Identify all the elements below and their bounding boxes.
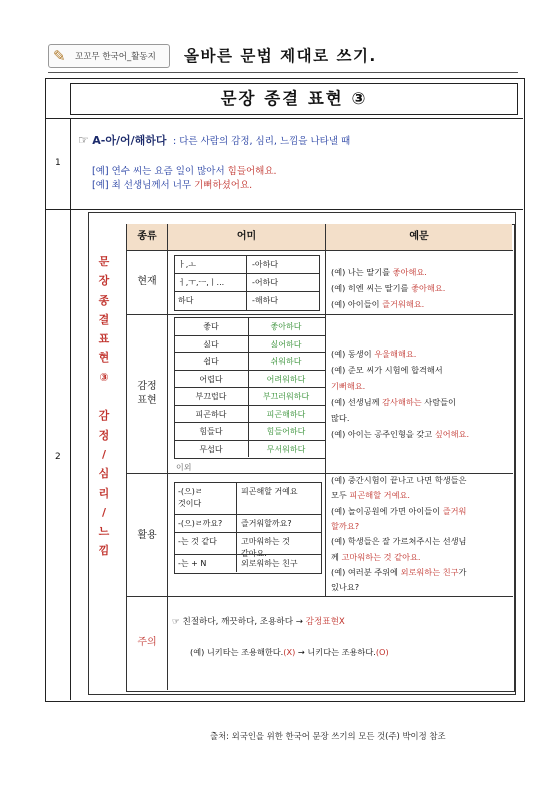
example-highlight: 힘들어해요. bbox=[227, 166, 277, 177]
vertical-label-char: 문 bbox=[98, 255, 110, 268]
vertical-label-char: 감 bbox=[98, 409, 110, 423]
usage-example bbox=[241, 518, 292, 530]
example-highlight: 할까요? bbox=[331, 520, 360, 531]
arrow-icon: → bbox=[295, 647, 308, 657]
caution-text: 니키다는 조용하다. bbox=[307, 647, 376, 657]
grid-line bbox=[174, 514, 322, 515]
grid-line bbox=[174, 532, 322, 533]
arrow-icon: → bbox=[295, 617, 303, 627]
usage-form bbox=[178, 486, 203, 510]
example-sentence bbox=[331, 565, 466, 579]
example-highlight: 싶어해요. bbox=[434, 429, 470, 439]
vertical-label-char: 표 bbox=[98, 332, 110, 346]
usage-form-text: -는 + N bbox=[178, 559, 207, 568]
example-highlight: 좋아해요. bbox=[411, 283, 446, 293]
vertical-label-char bbox=[95, 387, 113, 406]
example-text: 많다. bbox=[331, 413, 350, 423]
example-text: (예) 선생님께 bbox=[331, 397, 383, 407]
example-sentence bbox=[92, 163, 277, 177]
example-text: (예) 나는 딸기를 bbox=[331, 267, 393, 277]
usage-example-text: 고마워하는 것 bbox=[241, 537, 290, 546]
example-highlight: 좋아해요. bbox=[392, 267, 427, 277]
example-highlight: 피곤해할 거예요. bbox=[349, 490, 410, 501]
usage-example-text: 외로워하는 친구 bbox=[241, 559, 298, 568]
column-divider bbox=[70, 118, 71, 700]
example-text: (예) 여러분 주위에 bbox=[331, 566, 401, 577]
grammar-heading bbox=[78, 132, 350, 148]
usage-example-text: 같아요. bbox=[241, 549, 267, 558]
example-sentence bbox=[331, 281, 445, 295]
adjective: 힘들다 bbox=[199, 427, 223, 436]
usage-example-text: 즐거워할까요? bbox=[241, 519, 292, 528]
caution-text: (예) 니키타는 조용해한다. bbox=[190, 647, 284, 657]
vertical-label-char: 장 bbox=[98, 274, 110, 288]
usage-form-text: -는 것 같다 bbox=[178, 537, 217, 546]
pointing-hand-icon: ☞ bbox=[78, 133, 89, 147]
vertical-label-char: 낌 bbox=[98, 544, 110, 558]
example-text: (예) 동생이 bbox=[331, 349, 375, 359]
grid-line bbox=[174, 440, 326, 441]
category-usage: 활용 bbox=[137, 530, 157, 541]
logo-badge bbox=[48, 44, 170, 68]
usage-form-text: -(으)ㄹ bbox=[178, 487, 203, 496]
right-mark: (O) bbox=[375, 647, 389, 657]
example-text: (예) 학생들은 잘 가르쳐주시는 선생님 bbox=[331, 536, 467, 547]
emotion-verb: 어려워하다 bbox=[266, 374, 306, 384]
caution-line bbox=[172, 615, 345, 627]
emotion-verb: 부끄러워하다 bbox=[262, 392, 310, 401]
grid-line bbox=[246, 255, 247, 311]
emotion-verb: 힘들어하다 bbox=[266, 427, 306, 436]
example-text: 모두 bbox=[331, 490, 350, 501]
vertical-label-char: 느 bbox=[98, 525, 110, 539]
vertical-section-label bbox=[95, 252, 113, 561]
vertical-label-char: 정 bbox=[98, 428, 110, 442]
example-sentence bbox=[331, 379, 365, 393]
grid-line bbox=[174, 370, 326, 371]
category-caution: 주의 bbox=[137, 637, 157, 648]
example-sentence bbox=[331, 347, 416, 361]
adjective: 싫다 bbox=[203, 339, 219, 349]
caution-highlight: 감정표현X bbox=[302, 617, 345, 627]
grid-line bbox=[174, 273, 320, 274]
example-text: [예] 최 선생님께서 너무 bbox=[92, 180, 195, 191]
adjective: 쉽다 bbox=[203, 357, 219, 366]
example-sentence bbox=[331, 363, 443, 377]
example-sentence bbox=[331, 411, 349, 425]
example-sentence bbox=[331, 395, 456, 409]
category-emotion bbox=[127, 380, 167, 408]
example-text: 께 bbox=[331, 551, 342, 562]
grammar-description: : 다른 사람의 감정, 심리, 느낌을 나타낼 때 bbox=[173, 136, 351, 147]
usage-example bbox=[241, 558, 298, 570]
usage-form-text: -(으)ㄹ까요? bbox=[178, 519, 223, 528]
example-text: (예) 놀이공원에 가면 아이들이 bbox=[331, 505, 443, 516]
adjective: 부끄럽다 bbox=[195, 392, 227, 401]
vertical-label-char: / bbox=[101, 447, 107, 461]
emotion-verb: 싫어하다 bbox=[270, 339, 302, 349]
usage-example bbox=[241, 536, 290, 560]
vowel-stem: ㅓ,ㅜ,ㅡ,ㅣ... bbox=[178, 278, 225, 287]
vowel-stem: ㅏ,ㅗ bbox=[178, 260, 196, 269]
example-text: (예) 히엔 씨는 딸기를 bbox=[331, 283, 412, 293]
usage-form bbox=[178, 558, 206, 570]
category-label: 감정 bbox=[137, 381, 157, 392]
example-highlight: 즐거워 bbox=[442, 505, 467, 516]
grid-line bbox=[174, 291, 320, 292]
grid-line bbox=[236, 482, 237, 572]
vertical-label-char: ③ bbox=[99, 370, 109, 384]
grid-line bbox=[126, 250, 513, 251]
example-sentence bbox=[331, 550, 421, 564]
usage-form-text: 것이다 bbox=[178, 499, 202, 508]
example-highlight: 기뻐해요. bbox=[331, 381, 366, 391]
vertical-label-char: 심 bbox=[98, 467, 110, 481]
adjective: 좋다 bbox=[203, 322, 219, 331]
header-kind: 종류 bbox=[127, 224, 167, 250]
grid-line bbox=[174, 422, 326, 423]
ending-form: -어하다 bbox=[252, 278, 279, 287]
example-sentence bbox=[331, 297, 424, 311]
category-present: 현재 bbox=[137, 276, 157, 287]
usage-example-text: 피곤해할 거예요 bbox=[241, 487, 298, 496]
example-sentence bbox=[331, 473, 466, 487]
grid-line bbox=[126, 314, 513, 315]
grid-line bbox=[174, 335, 326, 336]
vertical-label-char: 리 bbox=[98, 486, 110, 500]
grid-line bbox=[126, 596, 513, 597]
row-divider bbox=[45, 118, 523, 119]
example-sentence bbox=[331, 519, 359, 533]
usage-example bbox=[241, 486, 298, 498]
emotion-verb: 좋아하다 bbox=[270, 322, 302, 331]
example-sentence bbox=[331, 580, 359, 594]
grid-line bbox=[167, 224, 168, 690]
example-highlight: 기뻐하셨어요. bbox=[194, 180, 253, 191]
vertical-label-char: 종 bbox=[98, 293, 110, 307]
section-title: 문장 종결 표현 ③ bbox=[220, 89, 368, 108]
example-sentence bbox=[331, 488, 410, 502]
example-text: [예] 연수 씨는 요즘 일이 많아서 bbox=[92, 166, 228, 177]
page-header bbox=[48, 44, 518, 70]
grammar-pattern: A-아/어/해하다 bbox=[92, 134, 167, 147]
chick-icon: ✎ bbox=[53, 47, 66, 65]
emotion-verb: 피곤해하다 bbox=[266, 409, 306, 419]
grid-line bbox=[174, 405, 326, 406]
category-label: 표현 bbox=[137, 395, 157, 406]
grid-line bbox=[174, 554, 322, 555]
example-sentence bbox=[331, 427, 469, 441]
others-label: 이외 bbox=[176, 463, 192, 472]
example-text: 있나요? bbox=[331, 582, 360, 593]
example-sentence bbox=[92, 177, 252, 191]
adjective: 무섭다 bbox=[199, 444, 223, 454]
emotion-verb: 쉬워하다 bbox=[270, 357, 302, 366]
pointing-hand-icon: ☞ bbox=[172, 617, 180, 627]
adjective: 어렵다 bbox=[199, 374, 223, 384]
row-number: 1 bbox=[55, 158, 61, 168]
vertical-label-char: / bbox=[101, 505, 107, 519]
row-divider bbox=[45, 209, 523, 210]
example-text: (예) 준모 씨가 시험에 합격해서 bbox=[331, 365, 443, 375]
caution-example bbox=[190, 647, 389, 658]
logo-text: 꼬꼬무 한국어_활동지 bbox=[75, 52, 156, 62]
example-text: 사람들이 bbox=[421, 397, 456, 407]
grid-line bbox=[174, 387, 326, 388]
header-example: 예문 bbox=[326, 224, 512, 250]
example-highlight: 즐거워해요. bbox=[382, 299, 425, 309]
header-ending: 어미 bbox=[168, 224, 325, 250]
example-highlight: 감사해하는 bbox=[382, 397, 422, 407]
example-highlight: 우울해해요. bbox=[374, 349, 417, 359]
example-text: (예) 아이는 공주인형을 갖고 bbox=[331, 429, 435, 439]
ending-form: -해하다 bbox=[252, 296, 279, 305]
example-text: 가 bbox=[458, 566, 467, 577]
example-highlight: 고마워하는 것 같아요. bbox=[341, 551, 421, 562]
grid-line bbox=[174, 352, 326, 353]
source-citation: 출처: 외국인을 위한 한국어 문장 쓰기의 모든 것(주) 박이정 참조 bbox=[210, 731, 446, 741]
usage-form bbox=[178, 518, 222, 530]
example-text: (예) 아이들이 bbox=[331, 299, 383, 309]
title-box bbox=[70, 83, 518, 115]
caution-text: 친절하다, 깨끗하다, 조용하다 bbox=[182, 617, 296, 627]
example-highlight: 외로워하는 친구 bbox=[400, 566, 459, 577]
example-text: (예) 중간시험이 끝나고 나면 학생들은 bbox=[331, 475, 467, 485]
example-sentence bbox=[331, 534, 466, 548]
page-title: 올바른 문법 제대로 쓰기. bbox=[184, 47, 377, 65]
vowel-stem: 하다 bbox=[178, 296, 194, 305]
row-number: 2 bbox=[55, 452, 61, 462]
usage-form bbox=[178, 536, 217, 548]
ending-form: -아하다 bbox=[252, 260, 279, 269]
wrong-mark: (X) bbox=[283, 647, 296, 657]
example-sentence bbox=[331, 265, 427, 279]
example-sentence bbox=[331, 504, 466, 518]
adjective: 피곤하다 bbox=[195, 409, 227, 419]
header-divider bbox=[48, 72, 518, 73]
vertical-label-char: 결 bbox=[98, 312, 110, 326]
emotion-verb: 무서워하다 bbox=[266, 444, 306, 454]
vertical-label-char: 현 bbox=[98, 351, 110, 365]
